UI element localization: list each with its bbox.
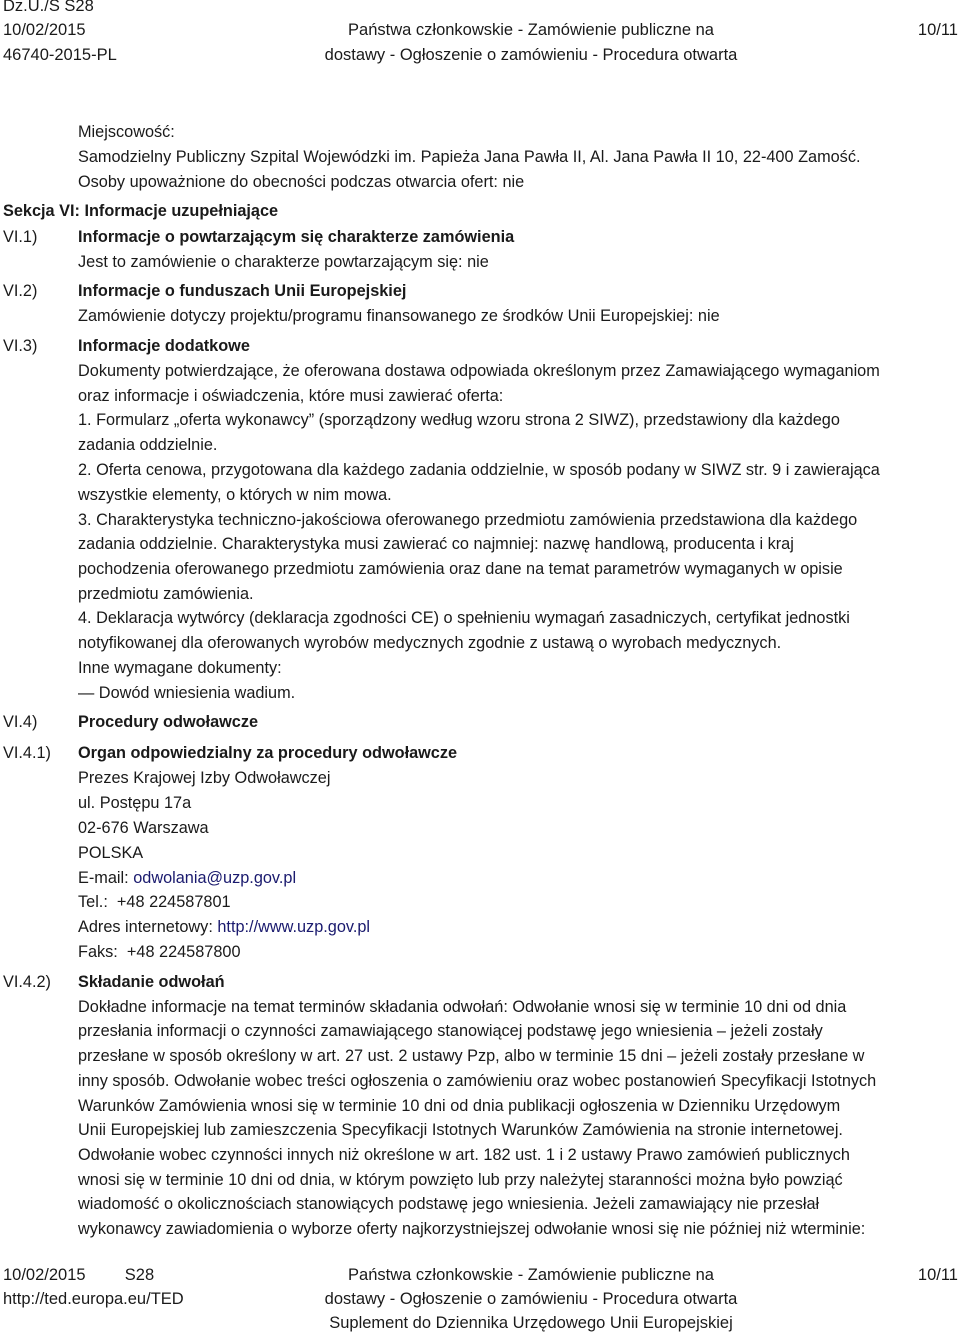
header-page-number: 10/11 bbox=[917, 21, 958, 39]
footer-title-line3: Suplement do Dziennika Urzędowego Unii Europejskiej bbox=[329, 1314, 733, 1332]
header-date: 10/02/2015 bbox=[3, 21, 86, 39]
text-line: przesłane w sposób określony w art. 27 ust. 2 ustawy Pzp, albo w terminie 15 dni – jeżeli zostały przesłane w bbox=[78, 1047, 865, 1065]
section-heading: Informacje o powtarzającym się charakterze zamówienia bbox=[78, 228, 515, 246]
phone-value: +48 224587801 bbox=[116, 893, 231, 911]
fax-value: +48 224587800 bbox=[126, 943, 241, 961]
website-label: Adres internetowy: bbox=[78, 918, 213, 936]
text-line: wiadomość o okolicznościach stanowiących podstawę jego wniesienia. Jeżeli zamawiający nie przesłał bbox=[78, 1195, 820, 1213]
footer-url[interactable]: http://ted.europa.eu/TED bbox=[3, 1290, 184, 1308]
website-link[interactable]: http://www.uzp.gov.pl bbox=[217, 918, 371, 936]
email-row bbox=[78, 868, 296, 888]
phone-label: Tel.: bbox=[78, 893, 108, 911]
text-line: Dokładne informacje na temat terminów składania odwołań: Odwołanie wnosi się w terminie 10 dni od dnia bbox=[78, 998, 847, 1016]
website-row bbox=[78, 917, 370, 937]
text-line: 3. Charakterystyka techniczno-jakościowa oferowanego przedmiotu zamówienia przedstawiona dla każdego bbox=[78, 511, 858, 529]
text-line: oraz informacje i oświadczenia, które musi zawierać oferta: bbox=[78, 387, 504, 405]
journal-ref: Dz.U./S S28 bbox=[3, 0, 94, 15]
text-line: wszystkie elementy, o których w nim mowa. bbox=[78, 486, 392, 504]
text-line: pochodzenia oferowanego przedmiotu zamówienia oraz dane na temat parametrów wymaganych w opisie bbox=[78, 560, 843, 578]
text-line: Unii Europejskiej lub zamieszczenia Specyfikacji Istotnych Warunków Zamówienia na stronie internetowej. bbox=[78, 1121, 843, 1139]
fax-label: Faks: bbox=[78, 943, 118, 961]
text-line: przedmiotu zamówienia. bbox=[78, 585, 254, 603]
place-label: Miejscowość: bbox=[78, 123, 175, 141]
footer-page-number: 10/11 bbox=[917, 1266, 958, 1284]
footer-title-line1: Państwa członkowskie - Zamówienie publiczne na bbox=[348, 1266, 714, 1284]
section-heading: Procedury odwoławcze bbox=[78, 713, 259, 731]
text-line: Odwołanie wobec czynności innych niż określone w art. 182 ust. 1 i 2 ustawy Prawo zamówień publicznych bbox=[78, 1146, 850, 1164]
section-heading: Organ odpowiedzialny za procedury odwoławcze bbox=[78, 744, 458, 762]
section-number: VI.4.2) bbox=[3, 973, 51, 991]
fax-row bbox=[78, 942, 241, 962]
section-number: VI.1) bbox=[3, 228, 38, 246]
country: POLSKA bbox=[78, 844, 144, 862]
section-heading: Informacje o funduszach Unii Europejskiej bbox=[78, 282, 407, 300]
section-number: VI.2) bbox=[3, 282, 38, 300]
header-title-line1: Państwa członkowskie - Zamówienie publiczne na bbox=[348, 21, 714, 39]
section-heading: Składanie odwołań bbox=[78, 973, 225, 991]
organization-name: Prezes Krajowej Izby Odwoławczej bbox=[78, 769, 331, 787]
section-number: VI.4.1) bbox=[3, 744, 51, 762]
section-text: Zamówienie dotyczy projektu/programu finansowanego ze środków Unii Europejskiej: nie bbox=[78, 307, 720, 325]
text-line: przesłania informacji o czynności zamawiającego stanowiącej podstawę jego wniesienia – jeżeli zostały bbox=[78, 1022, 823, 1040]
text-line: 2. Oferta cenowa, przygotowana dla każdego zadania oddzielnie, w sposób podany w SIWZ str. 9 i zawierająca bbox=[78, 461, 880, 479]
authorized-persons: Osoby upoważnione do obecności podczas otwarcia ofert: nie bbox=[78, 173, 525, 191]
text-line: notyfikowanej dla oferowanych wyrobów medycznych zgodnie z ustawą o wyrobach medycznych. bbox=[78, 634, 782, 652]
phone-row bbox=[78, 892, 231, 912]
text-line: zadania oddzielnie. bbox=[78, 436, 218, 454]
footer-date: 10/02/2015 bbox=[3, 1266, 86, 1284]
section-title: Sekcja VI: Informacje uzupełniające bbox=[3, 202, 279, 220]
footer-series: S28 bbox=[124, 1266, 155, 1284]
street-address: ul. Postępu 17a bbox=[78, 794, 192, 812]
city: 02-676 Warszawa bbox=[78, 819, 209, 837]
footer-title-line2: dostawy - Ogłoszenie o zamówieniu - Procedura otwarta bbox=[324, 1290, 738, 1308]
text-line: zadania oddzielnie. Charakterystyka musi zawierać co najmniej: nazwę handlową, producenta i kraj bbox=[78, 535, 794, 553]
text-line: 4. Deklaracja wytwórcy (deklaracja zgodności CE) o spełnieniu wymagań zasadniczych, certyfikat jednostki bbox=[78, 609, 850, 627]
section-text: Jest to zamówienie o charakterze powtarzającym się: nie bbox=[78, 253, 489, 271]
text-line: Inne wymagane dokumenty: bbox=[78, 659, 282, 677]
text-line: inny sposób. Odwołanie wobec treści ogłoszenia o zamówieniu oraz wobec postanowień Specyfikacji Istotnych bbox=[78, 1072, 877, 1090]
section-number: VI.4) bbox=[3, 713, 38, 731]
email-link[interactable]: odwolania@uzp.gov.pl bbox=[133, 869, 297, 887]
footer-date-series bbox=[3, 1265, 154, 1285]
header-title-line2: dostawy - Ogłoszenie o zamówieniu - Procedura otwarta bbox=[324, 46, 738, 64]
text-line: Dokumenty potwierdzające, że oferowana dostawa odpowiada określonym przez Zamawiającego wymaganiom bbox=[78, 362, 880, 380]
text-line: wnosi się w terminie 10 dni od dnia, w którym powzięto lub przy należytej staranności można było powziąć bbox=[78, 1171, 843, 1189]
email-label: E-mail: bbox=[78, 869, 129, 887]
text-line: — Dowód wniesienia wadium. bbox=[78, 684, 296, 702]
section-heading: Informacje dodatkowe bbox=[78, 337, 250, 355]
place-value: Samodzielny Publiczny Szpital Wojewódzki im. Papieża Jana Pawła II, Al. Jana Pawła II 10, 22-400 Zamość. bbox=[78, 148, 861, 166]
section-number: VI.3) bbox=[3, 337, 38, 355]
text-line: Warunków Zamówienia wnosi się w terminie 10 dni od dnia publikacji ogłoszenia w Dzienniku Urzędowym bbox=[78, 1097, 841, 1115]
document-id: 46740-2015-PL bbox=[3, 46, 117, 64]
text-line: wykonawcy zawiadomienia o wyborze oferty najkorzystniejszej odwołanie wnosi się nie później niż wterminie: bbox=[78, 1220, 866, 1238]
text-line: 1. Formularz „oferta wykonawcy” (sporządzony według wzoru strona 2 SIWZ), przedstawiony dla każdego bbox=[78, 411, 840, 429]
